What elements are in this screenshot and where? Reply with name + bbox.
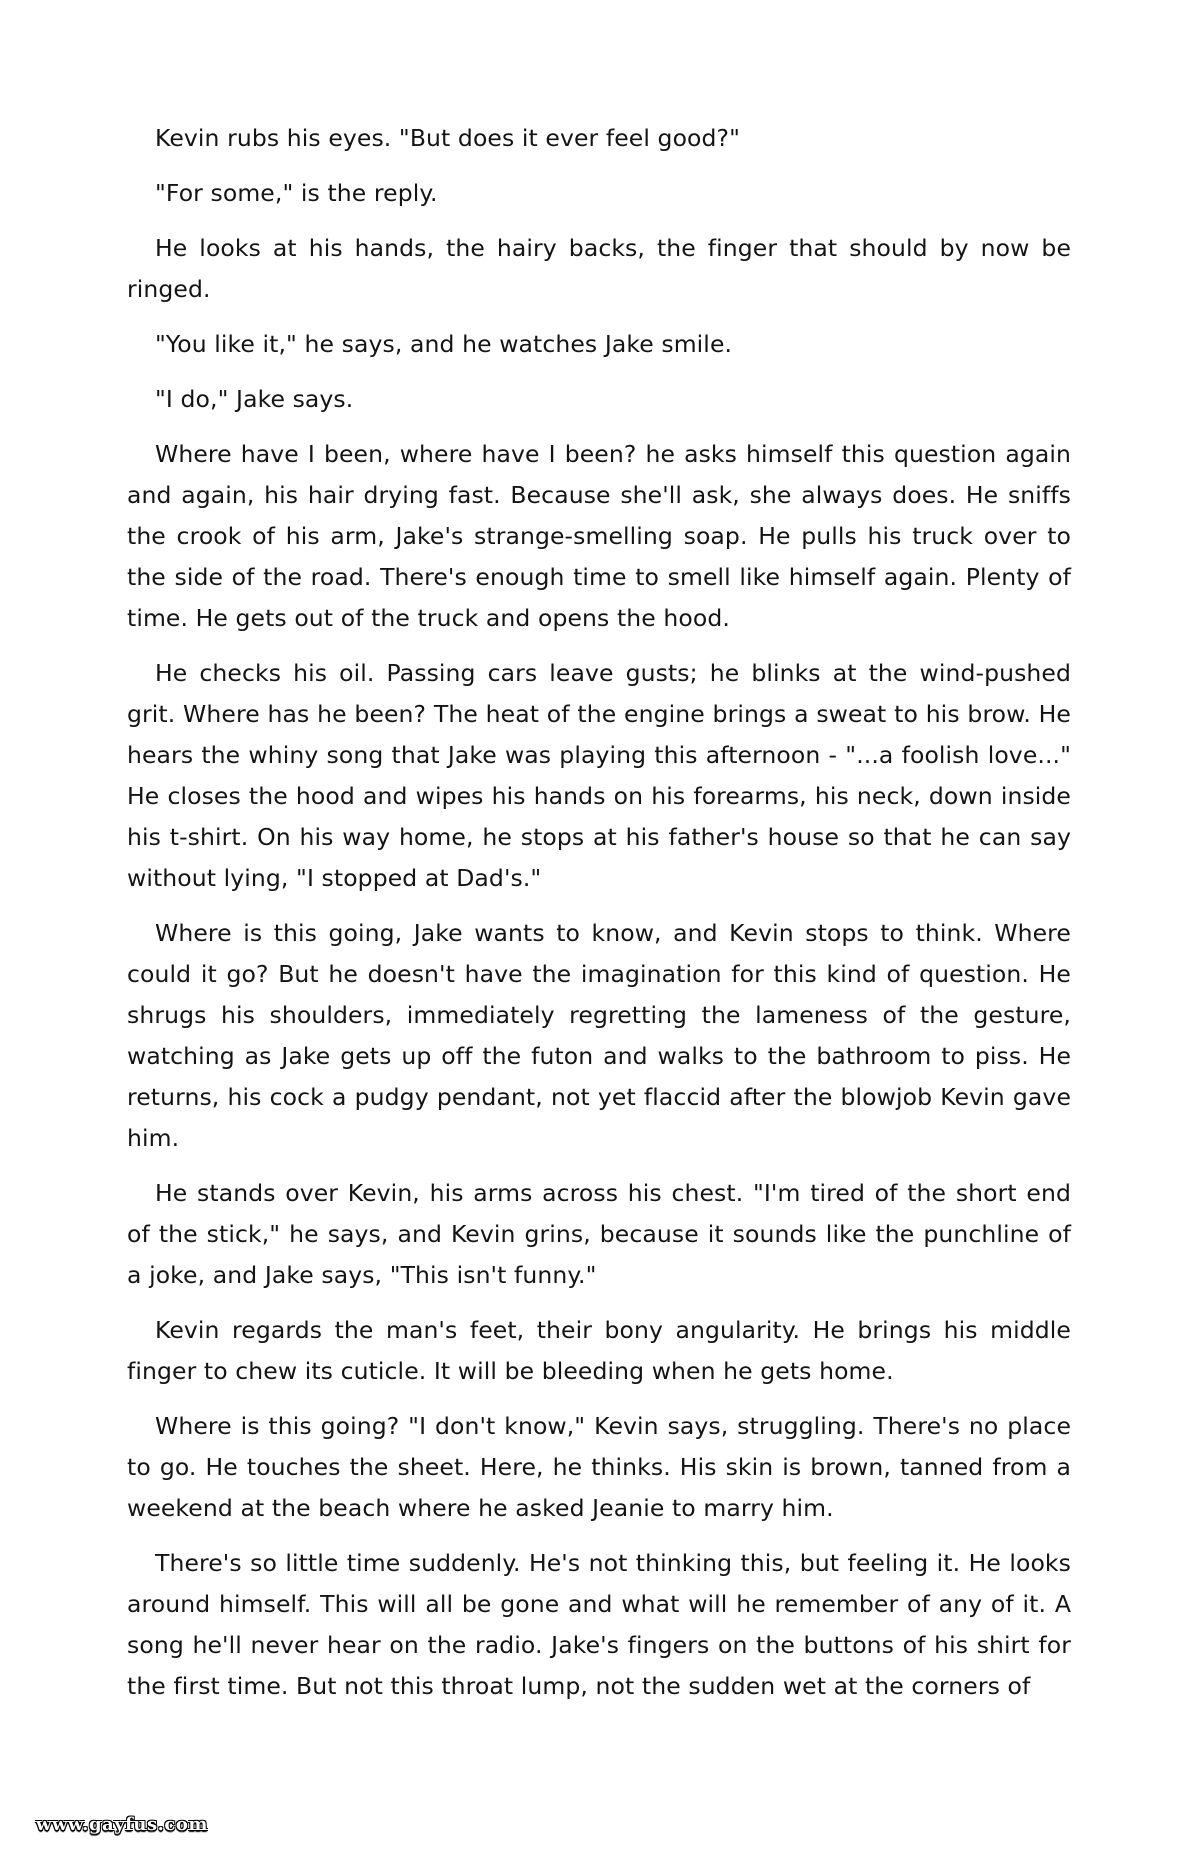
paragraph: "You like it," he says, and he watches Jake smile. [155, 330, 733, 358]
paragraph: He looks at his hands, the hairy backs, the finger that should by now be ringed. [127, 234, 1071, 303]
paragraph: "For some," is the reply. [155, 179, 438, 207]
site-watermark: www.gayfus.com [36, 1814, 208, 1835]
paragraph: He checks his oil. Passing cars leave gusts; he blinks at the wind-pushed grit. Where has he been? The heat of the engine brings a sweat to his brow. He hears the whiny song that Jake was playing this afternoon - "...a foolish love..." He closes the hood and wipes his hands on his forearms, his neck, down inside his t-shirt. On his way home, he stops at his father's house so that he can say without lying, "I stopped at Dad's." [127, 659, 1071, 892]
paragraph: "I do," Jake says. [155, 385, 354, 413]
story-text [127, 118, 1071, 1707]
paragraph: He stands over Kevin, his arms across his chest. "I'm tired of the short end of the stick," he says, and Kevin grins, because it sounds like the punchline of a joke, and Jake says, "This isn't funny." [127, 1179, 1071, 1289]
paragraph: Where is this going, Jake wants to know, and Kevin stops to think. Where could it go? But he doesn't have the imagination for this kind of question. He shrugs his shoulders, immediately regretting the lameness of the gesture, watching as Jake gets up off the futon and walks to the bathroom to piss. He returns, his cock a pudgy pendant, not yet flaccid after the blowjob Kevin gave him. [127, 919, 1071, 1152]
paragraph: There's so little time suddenly. He's not thinking this, but feeling it. He looks around himself. This will all be gone and what will he remember of any of it. A song he'll never hear on the radio. Jake's fingers on the buttons of his shirt for the first time. But not this throat lump, not the sudden wet at the corners of [127, 1549, 1071, 1700]
paragraph: Where have I been, where have I been? he asks himself this question again and again, his hair drying fast. Because she'll ask, she always does. He sniffs the crook of his arm, Jake's strange-smelling soap. He pulls his truck over to the side of the road. There's enough time to smell like himself again. Plenty of time. He gets out of the truck and opens the hood. [127, 440, 1071, 632]
paragraph: Where is this going? "I don't know," Kevin says, struggling. There's no place to go. He touches the sheet. Here, he thinks. His skin is brown, tanned from a weekend at the beach where he asked Jeanie to marry him. [127, 1412, 1071, 1522]
paragraph: Kevin regards the man's feet, their bony angularity. He brings his middle finger to chew its cuticle. It will be bleeding when he gets home. [127, 1316, 1071, 1385]
paragraph: Kevin rubs his eyes. "But does it ever feel good?" [155, 124, 741, 152]
